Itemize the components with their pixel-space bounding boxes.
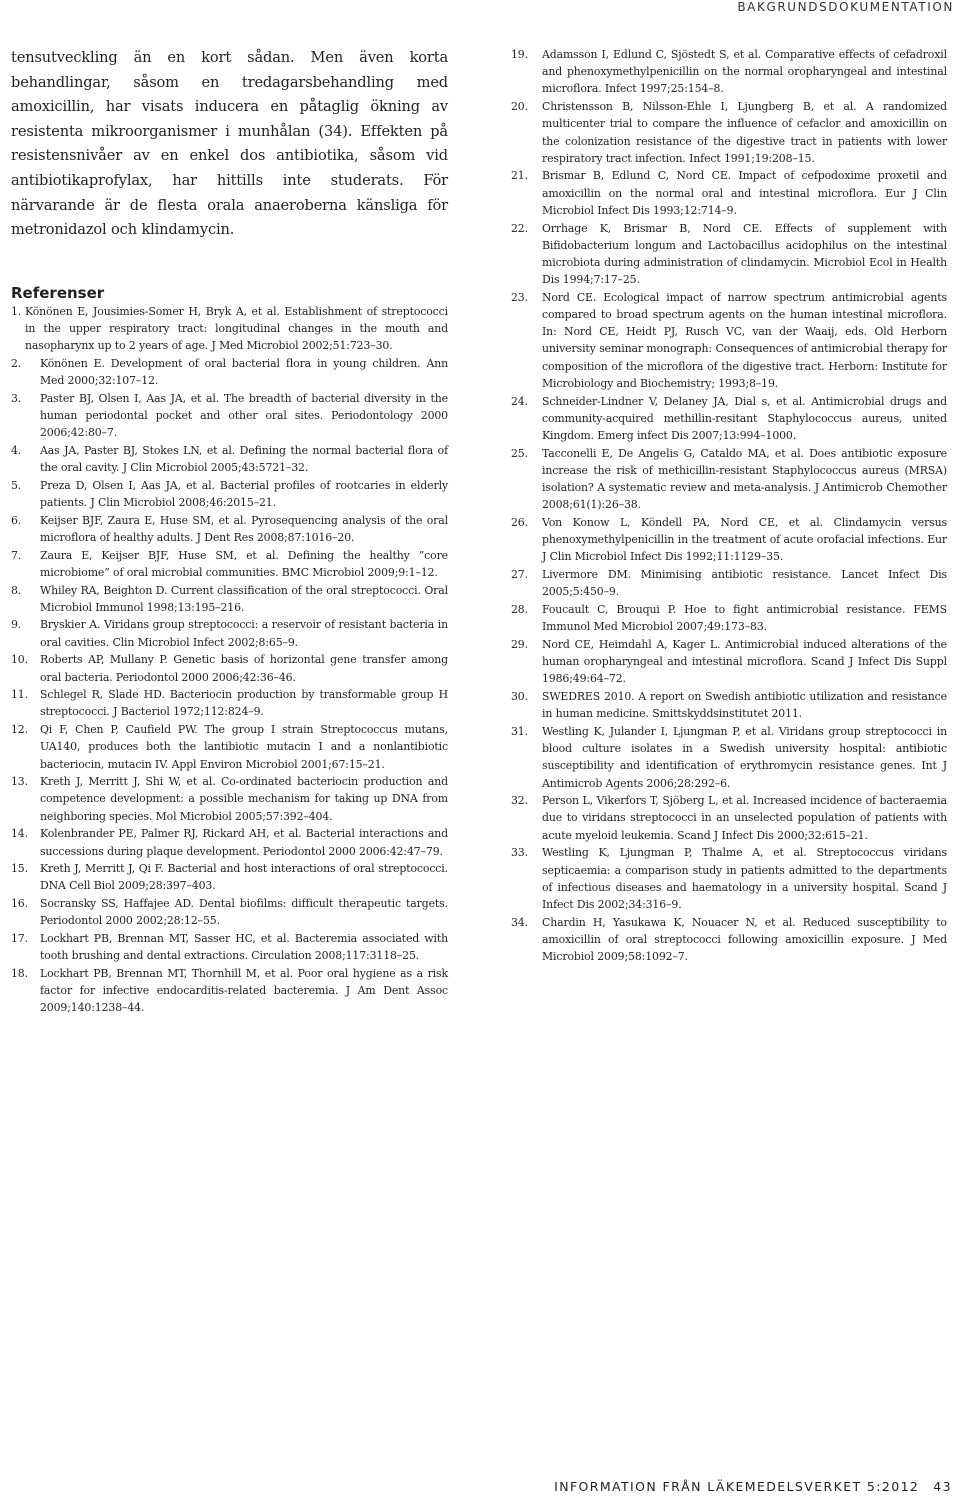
reference-number: 24. xyxy=(511,394,528,408)
reference-text: Keijser BJF, Zaura E, Huse SM, et al. Pyrosequencing analysis of the oral microflora of healthy adults. J Dent Res 2008;87:1016–20. xyxy=(40,513,448,544)
reference-text: Roberts AP, Mullany P. Genetic basis of horizontal gene transfer among oral bacteria. Periodontol 2000 2006;42:36–46. xyxy=(40,653,448,684)
references-heading: Referenser xyxy=(11,283,105,302)
reference-number: 33. xyxy=(511,846,528,860)
reference-list-left xyxy=(11,303,448,1017)
reference-item xyxy=(511,46,947,98)
reference-text: Von Konow L, Köndell PA, Nord CE, et al. Clindamycin versus phenoxymethylpenicillin in the treatment of acute orofacial infections. Eur J Clin Microbiol Infect Dis 1992;11:1129–35. xyxy=(542,515,947,564)
left-column xyxy=(11,46,448,1017)
reference-item xyxy=(11,686,448,720)
reference-item xyxy=(511,393,947,445)
reference-number: 23. xyxy=(511,290,528,304)
reference-number: 13. xyxy=(11,775,28,789)
reference-number: 26. xyxy=(511,515,528,529)
reference-text: Paster BJ, Olsen I, Aas JA, et al. The breadth of bacterial diversity in the human periodontal pocket and other oral sites. Periodontology 2000 2006;42:80–7. xyxy=(40,391,448,440)
reference-number: 11. xyxy=(11,688,28,702)
reference-text: Orrhage K, Brismar B, Nord CE. Effects of supplement with Bifidobacterium longum and Lactobacillus acidophilus on the intestinal microbiota during administration of clindamycin. Microbiol Ecol in Health Dis 1994;7:17–25. xyxy=(542,221,947,287)
reference-number: 22. xyxy=(511,221,528,235)
reference-text: Westling K, Julander I, Ljungman P, et al. Viridans group streptococci in blood culture isolates in a Swedish university hospital: antibiotic susceptibility and identification of erythromycin resistance genes. Int J Antimicrob Agents 2006;28:292–6. xyxy=(542,724,947,790)
reference-item xyxy=(11,930,448,964)
reference-item xyxy=(511,98,947,167)
reference-number: 34. xyxy=(511,915,528,929)
reference-number: 19. xyxy=(511,48,528,61)
reference-item xyxy=(11,895,448,929)
reference-text: Schneider-Lindner V, Delaney JA, Dial s, et al. Antimicrobial drugs and community-acquired methillin-resitant Staphylococcus aureus, united Kingdom. Emerg infect Dis 2007;13:994–1000. xyxy=(542,394,947,442)
reference-number: 7. xyxy=(11,548,22,562)
reference-text: Kreth J, Merritt J, Qi F. Bacterial and host interactions of oral streptococci. DNA Cell Biol 2009;28:397–403. xyxy=(40,862,448,893)
reference-number: 8. xyxy=(11,583,22,597)
reference-item xyxy=(11,860,448,894)
reference-item xyxy=(11,825,448,859)
reference-number: 15. xyxy=(11,862,28,876)
reference-text: Livermore DM. Minimising antibiotic resistance. Lancet Infect Dis 2005;5:450–9. xyxy=(542,568,947,599)
reference-item xyxy=(11,512,448,546)
reference-text: Chardin H, Yasukawa K, Nouacer N, et al. Reduced susceptibility to amoxicillin of oral streptococci following amoxicillin exposure. J Med Microbiol 2009;58:1092–7. xyxy=(542,915,947,964)
reference-item xyxy=(511,723,947,792)
reference-text: Westling K, Ljungman P, Thalme A, et al. Streptococcus viridans septicaemia: a comparison study in patients admitted to the departments of infectious diseases and haematology in a university hospital. Scand J Infect Dis 2002;34:316–9. xyxy=(542,846,947,911)
reference-item xyxy=(11,773,448,825)
reference-number: 32. xyxy=(511,794,528,808)
reference-item xyxy=(511,688,947,722)
reference-number: 1. xyxy=(11,304,22,318)
reference-item xyxy=(511,289,947,392)
reference-item xyxy=(11,721,448,773)
reference-text: Brismar B, Edlund C, Nord CE. Impact of cefpodoxime proxetil and amoxicillin on the normal oral and intestinal microflora. Eur J Clin Microbiol Infect Dis 1993;12:714–9. xyxy=(542,169,947,217)
reference-item xyxy=(511,514,947,566)
reference-number: 3. xyxy=(11,391,22,405)
reference-item xyxy=(11,477,448,511)
reference-item xyxy=(511,445,947,514)
reference-text: SWEDRES 2010. A report on Swedish antibiotic utilization and resistance in human medicine. Smittskyddsinstitutet 2011. xyxy=(542,690,947,721)
reference-item xyxy=(511,792,947,844)
reference-number: 18. xyxy=(11,966,28,980)
reference-number: 10. xyxy=(11,653,28,667)
reference-text: Foucault C, Brouqui P. Hoe to fight antimicrobial resistance. FEMS Immunol Med Microbiol 2007;49:173–83. xyxy=(542,603,947,634)
reference-text: Bryskier A. Viridans group streptococci: a reservoir of resistant bacteria in oral cavities. Clin Microbiol Infect 2002;8:65–9. xyxy=(40,618,448,649)
reference-number: 28. xyxy=(511,603,528,616)
reference-number: 4. xyxy=(11,443,22,457)
reference-text: Könönen E. Development of oral bacterial flora in young children. Ann Med 2000;32:107–12. xyxy=(40,356,448,388)
reference-list-right xyxy=(511,46,947,965)
reference-number: 31. xyxy=(511,724,528,738)
reference-number: 16. xyxy=(11,897,28,911)
reference-item xyxy=(11,616,448,650)
reference-number: 20. xyxy=(511,100,528,114)
reference-text: Nord CE. Ecological impact of narrow spectrum antimicrobial agents compared to broad spectrum agents on the human intestinal microflora. In: Nord CE, Heidt PJ, Rusch VC, van der Waaij, eds. Old Herborn university seminar monograph: Consequences of antimicrobial therapy for composition of the microflora of the digestive tract. Herborn: Institute for Microbiology and Biochemistry; 1993;8–19. xyxy=(542,290,947,390)
reference-number: 25. xyxy=(511,446,528,460)
reference-item xyxy=(511,636,947,688)
reference-number: 30. xyxy=(511,690,528,704)
reference-text: Preza D, Olsen I, Aas JA, et al. Bacterial profiles of rootcaries in elderly patients. J Clin Microbiol 2008;46:2015–21. xyxy=(40,478,448,509)
reference-text: Christensson B, Nilsson-Ehle I, Ljungberg B, et al. A randomized multicenter trial to compare the influence of cefaclor and amoxicillin on the colonization resistance of the digestive tract in patients with lower respiratory tract infection. Infect 1991;19:208–15. xyxy=(542,100,947,165)
reference-number: 17. xyxy=(11,932,28,946)
reference-item xyxy=(511,844,947,913)
reference-text: Adamsson I, Edlund C, Sjöstedt S, et al. Comparative effects of cefadroxil and phenoxymethylpenicillin on the normal oropharyngeal and intestinal microflora. Infect 1997;25:154–8. xyxy=(542,48,947,96)
reference-text: Zaura E, Keijser BJF, Huse SM, et al. Defining the healthy ”core microbiome” of oral microbial communities. BMC Microbiol 2009;9:1–12. xyxy=(40,548,448,579)
reference-text: Qi F, Chen P, Caufield PW. The group I strain Streptococcus mutans, UA140, produces both the lantibiotic mutacin I and a nonlantibiotic bacteriocin, mutacin IV. Appl Environ Microbiol 2001;67:15–21. xyxy=(40,723,448,771)
reference-number: 14. xyxy=(11,827,28,841)
page-number: 43 xyxy=(933,1479,952,1494)
reference-text: Aas JA, Paster BJ, Stokes LN, et al. Defining the normal bacterial flora of the oral cavity. J Clin Microbiol 2005;43:5721–32. xyxy=(40,443,448,475)
reference-item xyxy=(511,566,947,600)
reference-number: 27. xyxy=(511,568,528,582)
reference-item xyxy=(11,355,448,389)
section-label: BAKGRUNDSDOKUMENTATION xyxy=(737,0,954,14)
reference-number: 12. xyxy=(11,723,28,737)
reference-text: Schlegel R, Slade HD. Bacteriocin production by transformable group H streptococci. J Bacteriol 1972;112:824–9. xyxy=(40,688,448,719)
reference-text: Kolenbrander PE, Palmer RJ, Rickard AH, et al. Bacterial interactions and successions during plaque development. Periodontol 2000 2006:42:47–79. xyxy=(40,827,448,858)
page-footer xyxy=(554,1479,952,1494)
reference-item xyxy=(511,167,947,219)
right-column xyxy=(511,46,947,966)
reference-item xyxy=(11,651,448,685)
reference-text: Nord CE, Heimdahl A, Kager L. Antimicrobial induced alterations of the human oropharyngeal and intestinal microflora. Scand J Infect Dis Suppl 1986;49:64–72. xyxy=(542,637,947,686)
reference-item xyxy=(511,601,947,635)
intro-paragraph: tensutveckling än en kort sådan. Men även korta behandlingar, såsom en tredagarsbehandling med amoxicillin, har visats inducera en påtaglig ökning av resistenta mikroorganismer i munhålan (34). Effekten på resistensnivåer av en enkel dos antibiotika, såsom vid antibiotikaprofylax, har hittills inte studerats. För närvarande är de flesta orala anaeroberna känsliga för metronidazol och klindamycin. xyxy=(11,49,448,239)
reference-item xyxy=(11,582,448,616)
reference-text: Person L, Vikerfors T, Sjöberg L, et al. Increased incidence of bacteraemia due to viridans streptococci in an unselected population of patients with acute myeloid leukemia. Scand J Infect Dis 2000;32:615–21. xyxy=(542,794,947,842)
reference-item xyxy=(11,442,448,476)
reference-number: 21. xyxy=(511,169,528,183)
reference-number: 29. xyxy=(511,637,528,651)
reference-text: Lockhart PB, Brennan MT, Thornhill M, et al. Poor oral hygiene as a risk factor for infective endocarditis-related bacteremia. J Am Dent Assoc 2009;140:1238–44. xyxy=(40,966,448,1015)
reference-item xyxy=(511,220,947,289)
publication-title: INFORMATION FRÅN LÄKEMEDELSVERKET 5:2012 xyxy=(554,1479,920,1494)
reference-item xyxy=(511,914,947,966)
reference-item xyxy=(11,390,448,442)
reference-text: Könönen E, Jousimies-Somer H, Bryk A, et al. Establishment of streptococci in the upper respiratory tract: longitudinal changes in the mouth and nasopharynx up to 2 years of age. J Med Microbiol 2002;51:723–30. xyxy=(25,304,448,353)
reference-text: Kreth J, Merritt J, Shi W, et al. Co-ordinated bacteriocin production and competence development: a possible mechanism for taking up DNA from neighboring species. Mol Microbiol 2005;57:392–404. xyxy=(40,775,448,823)
reference-number: 5. xyxy=(11,478,22,492)
reference-item xyxy=(11,303,448,355)
reference-number: 2. xyxy=(11,356,22,370)
reference-item xyxy=(11,547,448,581)
reference-text: Lockhart PB, Brennan MT, Sasser HC, et al. Bacteremia associated with tooth brushing and dental extractions. Circulation 2008;117:3118–25. xyxy=(40,932,448,963)
reference-item xyxy=(11,965,448,1017)
reference-text: Tacconelli E, De Angelis G, Cataldo MA, et al. Does antibiotic exposure increase the risk of methicillin-resistant Staphylococcus aureus (MRSA) isolation? A systematic review and meta-analysis. J Antimicrob Chemother 2008;61(1):26–38. xyxy=(542,446,947,512)
reference-text: Whiley RA, Beighton D. Current classification of the oral streptococci. Oral Microbiol Immunol 1998;13:195–216. xyxy=(40,583,448,614)
reference-number: 6. xyxy=(11,513,22,527)
reference-number: 9. xyxy=(11,618,22,632)
reference-text: Socransky SS, Haffajee AD. Dental biofilms: difficult therapeutic targets. Periodontol 2000 2002;28:12–55. xyxy=(40,897,448,928)
